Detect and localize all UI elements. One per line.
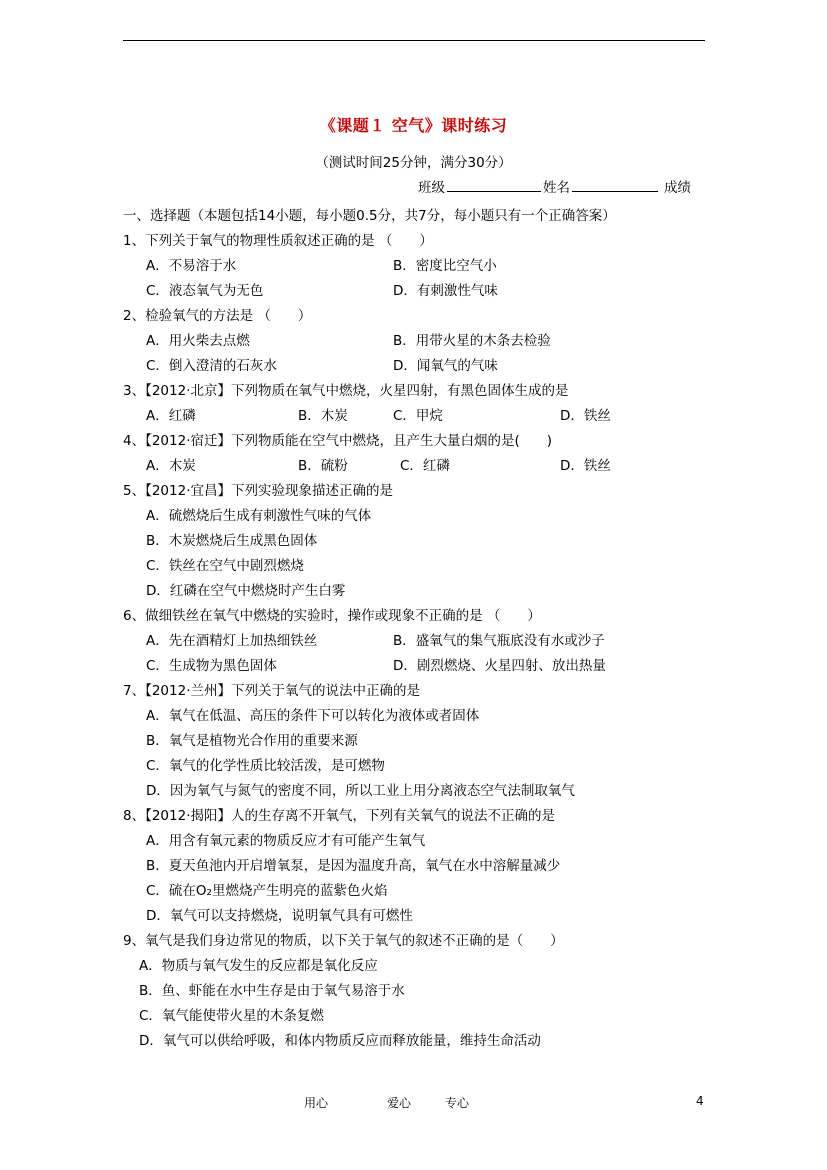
- question-1-stem: 1、下列关于氧气的物理性质叙述正确的是 （ ）: [123, 233, 433, 249]
- question-9-option-c: C．氧气能使带火星的木条复燃: [139, 1008, 324, 1024]
- question-4-option-b: B．硫粉: [298, 458, 348, 474]
- question-9-option-b: B．鱼、虾能在水中生存是由于氧气易溶于水: [139, 983, 405, 999]
- question-4-stem: 4、【2012·宿迁】下列物质能在空气中燃烧，且产生大量白烟的是( ): [123, 433, 553, 449]
- question-5-option-d: D．红磷在空气中燃烧时产生白雾: [146, 583, 346, 599]
- question-9-option-a: A．物质与氧气发生的反应都是氧化反应: [139, 958, 378, 974]
- question-4-option-a: A．木炭: [146, 458, 196, 474]
- test-info: （测试时间25分钟，满分30分）: [315, 155, 512, 171]
- question-2-option-c: C．倒入澄清的石灰水: [146, 358, 277, 374]
- question-7-option-b: B．氧气是植物光合作用的重要来源: [146, 733, 358, 749]
- question-3-option-d: D．铁丝: [560, 408, 611, 424]
- question-8-option-d: D．氧气可以支持燃烧，说明氧气具有可燃性: [146, 908, 413, 924]
- question-5-option-a: A．硫燃烧后生成有刺激性气味的气体: [146, 508, 372, 524]
- question-3-option-c: C．甲烷: [393, 408, 443, 424]
- question-3-option-b: B．木炭: [298, 408, 348, 424]
- header-rule: [123, 40, 705, 41]
- question-2-option-b: B．用带火星的木条去检验: [393, 333, 551, 349]
- question-7-stem: 7、【2012·兰州】下列关于氧气的说法中正确的是: [123, 683, 420, 699]
- question-2-option-a: A．用火柴去点燃: [146, 333, 250, 349]
- question-6-option-c: C．生成物为黑色固体: [146, 658, 277, 674]
- question-4-option-c: C．红磷: [400, 458, 450, 474]
- question-6-option-a: A．先在酒精灯上加热细铁丝: [146, 633, 318, 649]
- name-blank: [572, 178, 658, 192]
- question-8-option-b: B．夏天鱼池内开启增氧泵，是因为温度升高，氧气在水中溶解量减少: [146, 858, 561, 874]
- page-number: 4: [696, 1094, 704, 1108]
- student-info-line: [418, 176, 691, 196]
- footer-motto-3: 专心: [445, 1096, 470, 1110]
- question-3-option-a: A．红磷: [146, 408, 196, 424]
- question-3-stem: 3、【2012·北京】下列物质在氧气中燃烧，火星四射，有黑色固体生成的是: [123, 383, 569, 399]
- score-label: 成绩: [664, 180, 691, 196]
- question-5-option-c: C．铁丝在空气中剧烈燃烧: [146, 558, 304, 574]
- class-label: 班级: [418, 180, 445, 196]
- question-7-option-d: D．因为氧气与氮气的密度不同，所以工业上用分离液态空气法制取氧气: [146, 783, 575, 799]
- question-6-option-d: D．剧烈燃烧、火星四射、放出热量: [393, 658, 606, 674]
- question-4-option-d: D．铁丝: [560, 458, 611, 474]
- question-1-option-c: C．液态氧气为无色: [146, 283, 264, 299]
- question-6-stem: 6、做细铁丝在氧气中燃烧的实验时，操作或现象不正确的是 （ ）: [123, 608, 541, 624]
- question-9-option-d: D．氧气可以供给呼吸，和体内物质反应而释放能量，维持生命活动: [139, 1033, 541, 1049]
- question-1-option-b: B．密度比空气小: [393, 258, 497, 274]
- question-1-option-a: A．不易溶于水: [146, 258, 237, 274]
- footer-motto-2: 爱心: [387, 1096, 412, 1110]
- question-8-option-c: C．硫在O₂里燃烧产生明亮的蓝紫色火焰: [146, 883, 388, 899]
- name-label: 姓名: [543, 180, 570, 196]
- question-9-stem: 9、氧气是我们身边常见的物质，以下关于氧气的叙述不正确的是（ ）: [123, 933, 564, 949]
- question-8-stem: 8、【2012·揭阳】人的生存离不开氧气，下列有关氧气的说法不正确的是: [123, 808, 555, 824]
- question-7-option-c: C．氧气的化学性质比较活泼，是可燃物: [146, 758, 385, 774]
- page-title: 《课题１ 空气》课时练习: [319, 116, 508, 135]
- footer-motto-1: 用心: [304, 1096, 329, 1110]
- question-2-option-d: D．闻氧气的气味: [393, 358, 498, 374]
- class-blank: [447, 178, 541, 192]
- question-1-option-d: D．有刺激性气味: [393, 283, 498, 299]
- question-2-stem: 2、检验氧气的方法是 （ ）: [123, 308, 312, 324]
- question-5-stem: 5、【2012·宜昌】下列实验现象描述正确的是: [123, 483, 393, 499]
- question-8-option-a: A．用含有氧元素的物质反应才有可能产生氧气: [146, 833, 426, 849]
- question-6-option-b: B．盛氧气的集气瓶底没有水或沙子: [393, 633, 605, 649]
- section-heading: 一、选择题（本题包括14小题，每小题0.5分，共7分，每小题只有一个正确答案）: [123, 208, 616, 224]
- question-5-option-b: B．木炭燃烧后生成黑色固体: [146, 533, 318, 549]
- question-7-option-a: A．氧气在低温、高压的条件下可以转化为液体或者固体: [146, 708, 480, 724]
